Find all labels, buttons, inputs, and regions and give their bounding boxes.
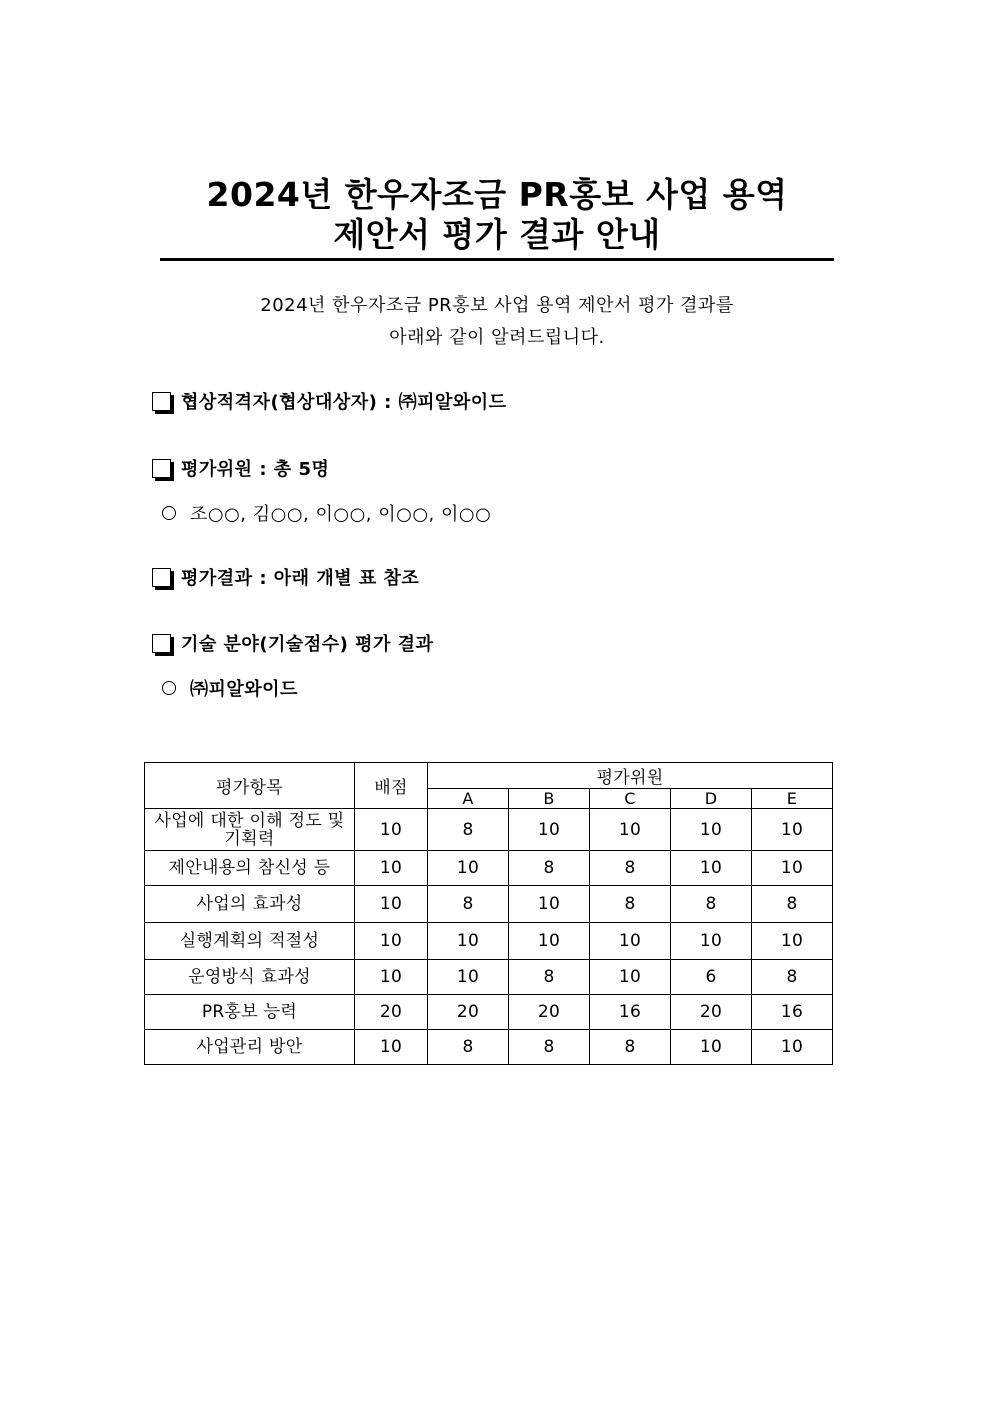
header-judge: D — [671, 789, 752, 809]
row-score: 10 — [752, 809, 833, 851]
row-score: 8 — [590, 886, 671, 923]
row-score: 8 — [428, 1030, 509, 1065]
company-name: ㈜피알와이드 — [190, 679, 298, 700]
row-score: 16 — [752, 995, 833, 1030]
row-score: 10 — [671, 1030, 752, 1065]
row-score: 8 — [590, 1030, 671, 1065]
section-negotiator-text: 협상적격자(협상대상자) : ㈜피알와이드 — [181, 392, 507, 413]
section-technical-text: 기술 분야(기술점수) 평가 결과 — [181, 634, 434, 655]
row-score: 10 — [671, 851, 752, 886]
evaluation-table — [144, 762, 833, 1065]
row-score: 10 — [428, 851, 509, 886]
table-row — [145, 809, 833, 851]
row-score: 10 — [752, 851, 833, 886]
section-result-text: 평가결과 : 아래 개별 표 참조 — [181, 568, 420, 589]
row-score: 10 — [428, 960, 509, 995]
row-score: 10 — [752, 923, 833, 960]
row-max-score: 10 — [355, 1030, 428, 1065]
checkbox-icon — [152, 459, 171, 478]
row-score: 16 — [590, 995, 671, 1030]
row-item: 사업에 대한 이해 정도 및 기획력 — [145, 809, 355, 851]
company-item — [162, 674, 298, 702]
document-title-line-2: 제안서 평가 결과 안내 — [333, 215, 661, 254]
section-committee-text: 평가위원 : 총 5명 — [181, 459, 330, 480]
circle-bullet-icon — [162, 506, 176, 520]
row-score: 10 — [509, 923, 590, 960]
table-row — [145, 851, 833, 886]
row-score: 8 — [671, 886, 752, 923]
row-score: 20 — [428, 995, 509, 1030]
row-score: 8 — [752, 960, 833, 995]
document-title-line-1: 2024년 한우자조금 PR홍보 사업 용역 — [206, 175, 788, 214]
row-score: 10 — [509, 886, 590, 923]
row-score: 8 — [428, 809, 509, 851]
row-score: 8 — [509, 960, 590, 995]
row-max-score: 10 — [355, 886, 428, 923]
section-result — [152, 563, 419, 591]
row-item: 운영방식 효과성 — [145, 960, 355, 995]
row-score: 10 — [590, 923, 671, 960]
table-row — [145, 923, 833, 960]
checkbox-icon — [152, 392, 171, 411]
row-item: 제안내용의 참신성 등 — [145, 851, 355, 886]
row-item: 사업관리 방안 — [145, 1030, 355, 1065]
row-item: PR홍보 능력 — [145, 995, 355, 1030]
row-score: 8 — [428, 886, 509, 923]
row-score: 8 — [590, 851, 671, 886]
row-score: 10 — [752, 1030, 833, 1065]
section-technical — [152, 629, 433, 657]
header-item: 평가항목 — [145, 763, 355, 809]
row-score: 10 — [671, 809, 752, 851]
committee-members-text: 조○○, 김○○, 이○○, 이○○, 이○○ — [190, 504, 492, 525]
row-score: 8 — [509, 1030, 590, 1065]
row-item: 사업의 효과성 — [145, 886, 355, 923]
intro-text-line-2: 아래와 같이 알려드립니다. — [389, 327, 605, 348]
row-score: 6 — [671, 960, 752, 995]
table-row — [145, 995, 833, 1030]
header-judge: B — [509, 789, 590, 809]
title-underline — [160, 258, 834, 261]
row-score: 10 — [428, 923, 509, 960]
section-negotiator — [152, 387, 507, 415]
table-row — [145, 886, 833, 923]
row-max-score: 10 — [355, 960, 428, 995]
intro-text-line-1: 2024년 한우자조금 PR홍보 사업 용역 제안서 평가 결과를 — [260, 295, 734, 316]
checkbox-icon — [152, 634, 171, 653]
checkbox-icon — [152, 568, 171, 587]
row-score: 10 — [590, 809, 671, 851]
row-max-score: 10 — [355, 809, 428, 851]
circle-bullet-icon — [162, 681, 176, 695]
row-max-score: 10 — [355, 923, 428, 960]
row-score: 8 — [509, 851, 590, 886]
row-max-score: 10 — [355, 851, 428, 886]
section-committee — [152, 454, 329, 482]
row-score: 20 — [509, 995, 590, 1030]
table-row — [145, 1030, 833, 1065]
header-judge: A — [428, 789, 509, 809]
header-committee: 평가위원 — [428, 763, 833, 789]
row-score: 8 — [752, 886, 833, 923]
table-row — [145, 960, 833, 995]
row-item: 실행계획의 적절성 — [145, 923, 355, 960]
row-score: 10 — [671, 923, 752, 960]
header-judge: E — [752, 789, 833, 809]
row-score: 10 — [509, 809, 590, 851]
header-judge: C — [590, 789, 671, 809]
row-score: 20 — [671, 995, 752, 1030]
row-score: 10 — [590, 960, 671, 995]
row-max-score: 20 — [355, 995, 428, 1030]
committee-members — [162, 499, 491, 527]
header-max-score: 배점 — [355, 763, 428, 809]
